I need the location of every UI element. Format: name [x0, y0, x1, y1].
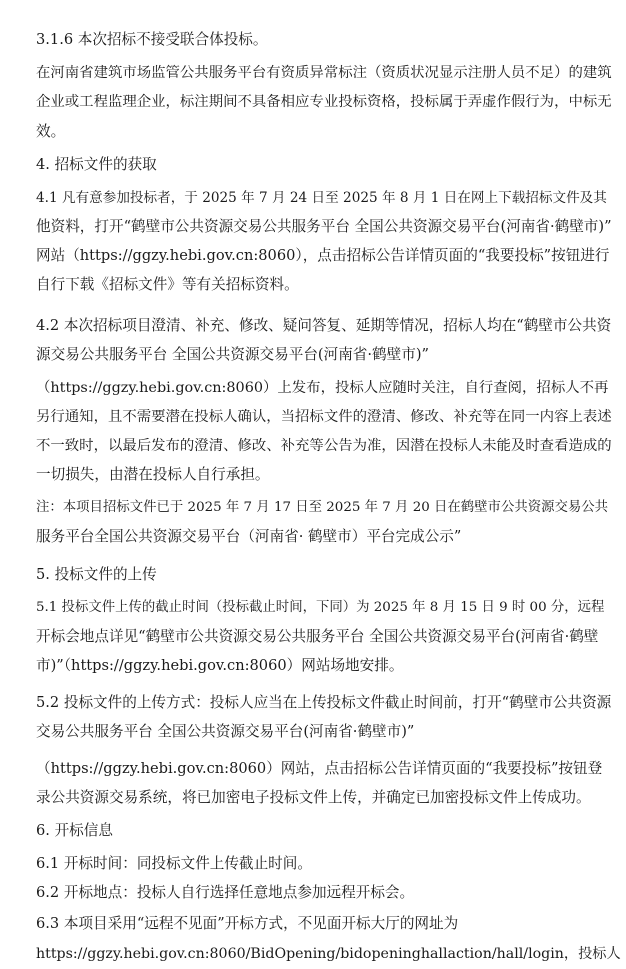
- text-line: 效。: [36, 123, 66, 140]
- text-line: （https://ggzy.hebi.gov.cn:8060）网站，点击招标公告详情页面的“我要投标”按钮登: [36, 760, 603, 777]
- text-line: 交易公共服务平台 全国公共资源交易平台(河南省·鹤壁市)”: [36, 723, 415, 740]
- text-line: 另行通知，且不需要潜在投标人确认，当招标文件的澄清、修改、补充等在同一内容上表述: [36, 409, 612, 425]
- text-line: 6.2 开标地点：投标人自行选择任意地点参加远程开标会。: [36, 884, 415, 901]
- text-line: 自行下载《招标文件》等有关招标资料。: [36, 276, 299, 293]
- text-line: （https://ggzy.hebi.gov.cn:8060）上发布，投标人应随时关注，自行查阅，招标人不再: [36, 380, 609, 396]
- text-line: 6.3 本项目采用“远程不见面”开标方式，不见面开标大厅的网址为: [36, 915, 459, 932]
- text-line: 5.1 投标文件上传的截止时间（投标截止时间，下同）为 2025 年 8 月 15 日 9 时 00 分，远程: [36, 600, 605, 615]
- text-line: 不一致时，以最后发布的澄清、修改、补充等公告为准，因潜在投标人未能及时查看造成的: [36, 438, 612, 454]
- text-line: 企业或工程监理企业，标注期间不具备相应专业投标资格，投标属于弄虚作假行为，中标无: [36, 94, 612, 110]
- text-line: 一切损失，由潜在投标人自行承担。: [36, 466, 270, 483]
- text-line: 源交易公共服务平台 全国公共资源交易平台(河南省·鹤壁市)”: [36, 346, 429, 363]
- text-line: 开标会地点详见“鹤壁市公共资源交易公共服务平台 全国公共资源交易平台(河南省·鹤壁: [36, 628, 599, 645]
- section-heading: 6. 开标信息: [36, 822, 113, 839]
- text-line: 3.1.6 本次招标不接受联合体投标。: [36, 31, 268, 48]
- text-line: 录公共资源交易系统，将已加密电子投标文件上传，并确定已加密投标文件上传成功。: [36, 789, 591, 806]
- text-line: 市)”（https://ggzy.hebi.gov.cn:8060）网站场地安排。: [36, 657, 404, 674]
- section-heading: 4. 招标文件的获取: [36, 156, 157, 173]
- text-line: 他资料，打开“鹤壁市公共资源交易公共服务平台 全国公共资源交易平台(河南省·鹤壁市)”: [36, 218, 612, 235]
- section-heading: 5. 投标文件的上传: [36, 566, 157, 583]
- url-line: https://ggzy.hebi.gov.cn:8060/BidOpening/bidopeninghallaction/hall/login，投标人: [36, 946, 621, 962]
- text-line: 在河南省建筑市场监管公共服务平台有资质异常标注（资质状况显示注册人员不足）的建筑: [36, 65, 612, 81]
- text-line: 4.1 凡有意参加投标者，于 2025 年 7 月 24 日至 2025 年 8 月 1 日在网上下载招标文件及其: [36, 190, 607, 206]
- text-line: 网站（https://ggzy.hebi.gov.cn:8060），点击招标公告详情页面的“我要投标”按钮进行: [36, 247, 610, 264]
- text-line: 4.2 本次招标项目澄清、补充、修改、疑问答复、延期等情况，招标人均在“鹤壁市公共资: [36, 317, 612, 334]
- text-line: 6.1 开标时间：同投标文件上传截止时间。: [36, 855, 312, 872]
- text-line: 5.2 投标文件的上传方式：投标人应当在上传投标文件截止时间前，打开“鹤壁市公共资源: [36, 694, 612, 711]
- note-line: 服务平台全国公共资源交易平台（河南省· 鹤壁市）平台完成公示”: [36, 528, 462, 545]
- note-line: 注：本项目招标文件已于 2025 年 7 月 17 日至 2025 年 7 月 20 日在鹤壁市公共资源交易公共: [36, 500, 609, 515]
